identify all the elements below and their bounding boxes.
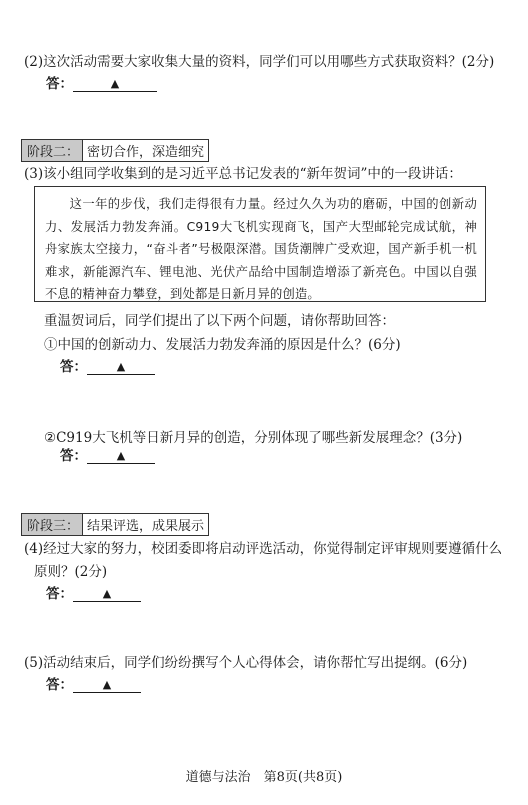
page-footer: 道德与法治 第8页(共8页) (185, 770, 343, 785)
answer-line-q3-1[interactable] (60, 355, 155, 375)
answer-line-q3-2[interactable] (60, 444, 155, 464)
stage-3-header (21, 513, 209, 536)
question-3-sub-2: ②C919大飞机等日新月异的创造，分别体现了哪些新发展理念？(3分) (44, 430, 463, 446)
triangle-icon: ▲ (116, 449, 126, 462)
question-3-sub-1: ①中国的创新动力、发展活力勃发奔涌的原因是什么？(6分) (44, 337, 401, 353)
question-5-text: (5)活动结束后，同学们纷纷撰写个人心得体会，请你帮忙写出提纲。(6分) (24, 655, 468, 671)
answer-label: 答： (46, 677, 73, 693)
triangle-icon: ▲ (102, 587, 112, 600)
triangle-icon: ▲ (116, 360, 126, 373)
stage-2-topic: 密切合作，深造细究 (82, 139, 209, 162)
answer-label: 答： (60, 448, 87, 464)
answer-label: 答： (60, 359, 87, 375)
triangle-icon: ▲ (102, 678, 112, 691)
quote-box (34, 186, 486, 302)
stage-2-label: 阶段二： (21, 139, 82, 162)
answer-label: 答： (46, 76, 73, 92)
question-3-followup: 重温贺词后，同学们提出了以下两个问题，请你帮助回答： (44, 313, 395, 329)
triangle-icon: ▲ (110, 77, 120, 90)
answer-line-q5[interactable] (46, 673, 141, 693)
question-3-intro: (3)该小组同学收集到的是习近平总书记发表的“新年贺词”中的一段讲话： (24, 166, 462, 182)
quote-text: 这一年的步伐，我们走得很有力量。经过久久为功的磨砺，中国的创新动力、发展活力勃发奔涌。C919大飞机实现商飞，国产大型邮轮完成试航，神舟家族太空接力，“奋斗者”号极限深潜。国货潮牌广受欢迎，国产新手机一机难求，新能源汽车、锂电池、光伏产品给中国制造增添了新亮色。中国以自强不息的精神奋力攀登，到处都是日新月异的创造。 (45, 197, 477, 301)
question-2-text: (2)这次活动需要大家收集大量的资料，同学们可以用哪些方式获取资料？(2分) (24, 54, 495, 70)
question-4-line-2: 原则？(2分) (34, 564, 108, 580)
answer-label: 答： (46, 586, 73, 602)
answer-line-q4[interactable] (46, 582, 141, 602)
stage-2-header (21, 139, 209, 162)
stage-3-topic: 结果评选，成果展示 (82, 513, 209, 536)
stage-3-label: 阶段三： (21, 513, 82, 536)
question-4-line-1: (4)经过大家的努力，校团委即将启动评选活动，你觉得制定评审规则要遵循什么 (24, 541, 503, 557)
answer-line-q2[interactable] (46, 72, 157, 92)
